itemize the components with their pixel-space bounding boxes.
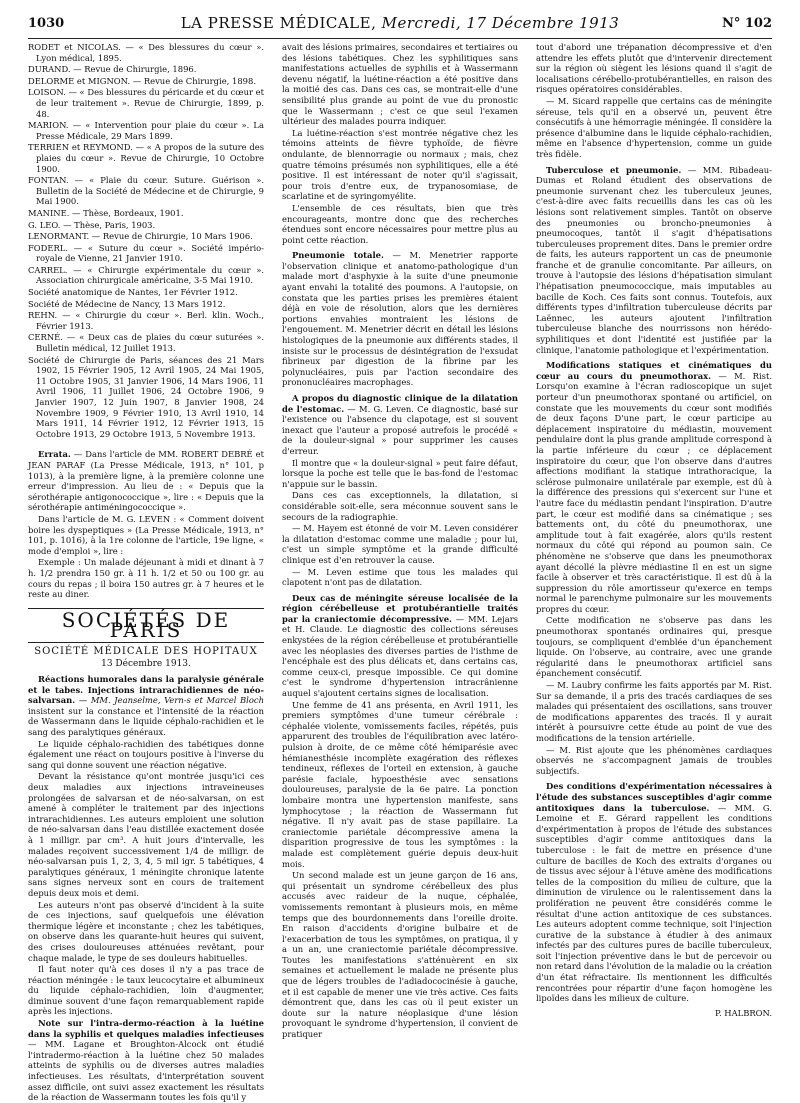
article-text: — M. G. Leven. Ce diagnostic, basé sur l'existence ou l'absence du clapotage, est si souvent inexact que l'auteur a proposé autrefois le procédé « de la douleur-signal » pour supprimer les causes d'erreur.	[282, 403, 518, 456]
article-title: Modifications statiques et cinématiques du cœur au cours du pneumothorax.	[536, 360, 772, 381]
article-paragraph	[536, 360, 772, 614]
article-paragraph: Le liquide céphalo-rachidien des tabétiques donne également une réact on toujours positive à l'inverse du sang qui donne souvent une réaction négative.	[28, 738, 264, 770]
article-paragraph: Devant la résistance qu'ont montrée jusqu'ici ces deux maladies aux injections intraveineuses prolongées de salvarsan et de néo-salvarsan, on est amené à compléter le traitement par des injections intrarachidiennes. Les auteurs emploient une solution de néo-salvarsan dans l'eau distillée exactement dosée à 1 milligr. par cm³. A huit jours d'intervalle, les malades reçoivent successivement 1/4 de milligr. de néo-salvarsan puis 1, 2, 3, 4, 5 mil igr. 5 tabétiques, 4 paralytiques généraux, 1 méningite chronique latente sans signes nerveux sont en cours de traitement depuis deux mois et demi.	[28, 771, 264, 898]
article-title: Tuberculose et pneumonie.	[546, 164, 682, 175]
article-text: — MM. G. Lemoine et E. Gérard rappellent les conditions d'expérimentation à propos de l'étude des substances susceptibles d'agir comme antitoxiques dans la tuberculose : le fait de mettre en présence d'une culture de bacilles de Koch des extraits d'organes ou de tissus avec séjour à l'étuve amène des modifications telles de la composition du milieu de culture, que la diminution de virulence ou le ralentissement dans la prolifération ne peuvent être considérés comme le résultat d'une action antitoxique de ces substances. Les auteurs adoptent comme technique, soit l'injection curative de la substance à étudier à des animaux infectés par des cultures pures de bacille tuberculeux, soit l'injection préventive dans le but de percevoir ou non retard dans l'évolution de la maladie ou la création d'un état réfractaire. Ils mentionnent les difficultés rencontrées pour répartir d'une façon homogène les lipoïdes dans les milieux de culture.	[536, 802, 772, 1004]
article-title: A propos du diagnostic clinique de la dilatation de l'estomac.	[282, 393, 518, 414]
article-paragraph	[282, 250, 518, 388]
errata-paragraph	[28, 449, 264, 513]
article-title: Réactions humorales dans la paralysie générale et le tabes. Injections intrarachidiennes de néo-salvarsan.	[28, 674, 264, 706]
article-text: — MM. Lagane et Broughton-Alcock ont étudié l'intradermo-réaction à la luétine chez 50 malades atteints de syphilis ou de diverses autres maladies infectieuses. Les résultats, d'interprétation souvent assez difficile, ont suivi assez exactement les résultats de la réaction de Wassermann toutes les fois qu'il y	[28, 1039, 264, 1103]
reference-item: FONTAN. — « Plaie du cœur. Suture. Guérison ». Bulletin de la Société de Médecine et de Chirurgie, 9 Mai 1900.	[28, 175, 264, 207]
reference-item: REHN. — « Chirurgie du cœur ». Berl. klin. Woch., Février 1913.	[28, 310, 264, 331]
issue-date: Mercredi, 17 Décembre 1913	[381, 14, 620, 32]
reference-item: RODET et NICOLAS. — « Des blessures du cœur ». Lyon médical, 1895.	[28, 42, 264, 63]
article-paragraph: tout d'abord une trépanation décompressive et d'en attendre les effets plutôt que d'intervenir directement sur la région où siègent les lésions quand il s'agit de localisations cérébello-protubérantielles, en raison des risques opératoires considérables.	[536, 42, 772, 95]
article-text: — MM. Lejars et H. Claude. Le diagnostic des collections séreuses enkystées de la région cérébelleuse et protubérantielle avec les néoplasies des diverses parties de l'isthme de l'encéphale est des plus délicats et, dans certains cas, comme ceux-ci, presque impossible. Ce qui domine c'est le syndrome d'hypertension intracrânienne auquel s'ajoutent certains signes de localisation.	[282, 613, 518, 699]
reference-item: CARREL. — « Chirurgie expérimentale du cœur ». Association chirurgicale américaine, 3-5 Mai 1910.	[28, 264, 264, 286]
reference-item: G. LEO. — Thèse, Paris, 1903.	[28, 219, 156, 230]
article-title: Deux cas de méningite séreuse localisée de la région cérébelleuse et protubérantielle traités par la craniectomie décompressive.	[282, 592, 518, 624]
article-paragraph	[536, 165, 772, 356]
column-1	[28, 42, 264, 1103]
column-2	[282, 42, 518, 1072]
article-text: — M. Menetrier rapporte l'observation clinique et anatomo-pathologique d'un malade mort d'asphyxie à la suite d'une pneumonie ayant envahi la totalité des poumons. A l'autopsie, on constata que les parties prises les premières étaient déjà en voie de résolution, alors que les dernières portions envahies montraient les lésions de l'engouement. M. Menetrier décrit en détail les lésions histologiques de la pneumonie aux différents stades, il insiste sur le processus de désintégration de l'exsudat fibrineux par digestion de la fibrine par les polynucléaires, puis par l'action secondaire des prononucléaires macrophages.	[282, 250, 518, 388]
errata-text: — Dans l'article de MM. ROBERT DEBRÉ et JEAN PARAF (La Presse Médicale, 1913, n° 101, p 1013), à la première ligne, à la première colonne une erreur d'impression. Au lieu de : « Depuis que la sérothérapie antigonococcique », lire : « Depuis que la sérothérapie antiméningococcique ».	[28, 449, 264, 513]
reference-item: LOISON. — « Des blessures du péricarde et du cœur et de leur traitement ». Revue de Chirurgie, 1899, p. 48.	[28, 87, 264, 119]
article-title: Note sur l'intra-dermo-réaction à la luétine dans la syphilis et quelques maladies infectieuses	[28, 1018, 264, 1039]
article-paragraph: Cette modification ne s'observe pas dans les pneumothorax spontanés ordinaires qui, presque toujours, se compliquent d'emblée d'un épanchement liquide. On l'observe, au contraire, avec une grande régularité dans le pneumothorax artificiel sans épanchement consécutif.	[536, 615, 772, 679]
reference-item: DURAND. — Revue de Chirurgie, 1896.	[28, 64, 197, 75]
article-paragraph: avait des lésions primaires, secondaires et tertiaires ou des lésions tabétiques. Chez les syphilitiques sans manifestations actuelles de syphilis et à Wassermann devenu négatif, la luétine-réaction a été positive dans la moitié des cas. Dans ces cas, se montrait-elle d'une sensibilité plus grande au point de vue du pronostic que le Wassermann ; c'est ce que seul l'examen ultérieur des malades pourra indiquer.	[282, 42, 518, 127]
article-paragraph: L'ensemble de ces résultats, bien que très encourageants, montre donc que des recherches étendues sont encore nécessaires pour mettre plus au point cette réaction.	[282, 202, 518, 245]
page-number: 1030	[28, 16, 65, 31]
reference-list	[28, 42, 264, 439]
article-paragraph: Il faut noter qu'à ces doses il n'y a pas trace de réaction méningée : le taux leucocytaire et albumineux du liquide céphalo-rachidien, loin d'augmenter, diminue souvent d'une façon remarquablement rapide après les injections.	[28, 964, 264, 1017]
session-date: 13 Décembre 1913.	[101, 659, 191, 670]
article-title: Des conditions d'expérimentation nécessaires à l'étude des substances susceptibles d'agir comme antitoxiques dans la tuberculose.	[536, 781, 772, 813]
errata-paragraph-3: Exemple : Un malade déjeunant à midi et dinant à 7 h. 1/2 prendra 150 gr. à 11 h. 1/2 et 50 ou 100 gr. au cours du repas ; il boira 150 autres gr. à 7 heures et le reste au diner.	[28, 557, 264, 600]
reference-item: MANINE. — Thèse, Bordeaux, 1901.	[28, 207, 184, 218]
page-header	[28, 14, 772, 39]
society-name: SOCIÉTÉ MÉDICALE DES HOPITAUX	[34, 645, 258, 657]
article-paragraph: Il montre que « la douleur-signal » peut faire défaut, lorsque la poche est telle que le bas-fond de l'estomac n'appuie sur le bassin.	[282, 457, 518, 489]
reference-item: Société de Chirurgie de Paris, séances des 21 Mars 1902, 15 Février 1905, 12 Avril 1905, 24 Mai 1905, 11 Octobre 1905, 31 Janvier 1906, 14 Mars 1906, 11 Avril 1906, 11 Juillet 1906, 24 Octobre 1906, 9 Janvier 1907, 12 Juin 1907, 8 Janvier 1908, 24 Novembre 1909, 9 Février 1910, 13 Avril 1910, 14 Mars 1911, 14 Février 1912, 12 Février 1913, 15 Octobre 1913, 29 Octobre 1913, 5 Novembre 1913.	[28, 354, 264, 439]
article-text: — MM. Ribadeau-Dumas et Roland étudient des observations de pneumonie survenant chez les tuberculeux jeunes, c'est-à-dire avec faits recueillis dans les cas où les lésions sont relativement simples. Tantôt on observe des pneumonies ou broncho-pneumonies à pneumocoques, tantôt il s'agit d'hépatisations tuberculeuses proprement dites. Dans le premier ordre de faits, les auteurs rapportent un cas de pneumonie franche et de granulie concomitante. Par ailleurs, on trouve à l'autopsie des lésions d'hépatisation simulant l'hépatisation pneumococcique, mais imputables au bacille de Koch. Ces faits sont connus. Toutefois, aux différents types d'infiltration tuberculeuse décrits par Laënnec, les auteurs ajoutent l'infiltration tuberculeuse blanche des nourrissons non hérédo-syphilitiques et dont l'identité est justifiée par la clinique, l'anatomie pathologique et l'expérimentation.	[536, 164, 772, 355]
reference-item: MARION. — « Intervention pour plaie du cœur ». La Presse Médicale, 29 Mars 1899.	[28, 120, 264, 141]
article-paragraph: Une femme de 41 ans présenta, en Avril 1911, les premiers symptômes d'une tumeur cérébrale : céphalée violente, vomissements faciles, répétés, puis apparurent des troubles de l'équilibration avec latéro-pulsion à droite, de ce même côté hémiparésie avec hémianesthésie incomplète exagération des réflexes tendineux, réflexes de l'orteil en extension, à gauche parésie faciale, hypoesthésie avec sensations douloureuses, paralysie de la 6e paire. La ponction lombaire montra une hypertension manifeste, sans lymphocytose ; la réaction de Wassermann fut négative. Il n'y avait pas de stase papillaire. La craniectomie pariétale décompressive amena la disparition progressive de tous les symptômes : la malade est complètement guérie depuis deux-huit mois.	[282, 699, 518, 869]
reference-item: TERRIEN et REYMOND. — « A propos de la suture des plaies du cœur ». Revue de Chirurgie, 10 Octobre 1900.	[28, 142, 264, 174]
article-paragraph	[28, 1018, 264, 1103]
article-text: — M. Rist. Lorsqu'on examine à l'écran radioscopique un sujet porteur d'un pneumothorax spontané ou artificiel, on constate que les mouvements du cœur sont modifiés de deux façons D'une part, le cœur participe au déplacement inspiratoire du médiastin, mouvement pendulaire dont la plus grande amplitude correspond à la partie inférieure du cœur ; ce déplacement inspiratoire du cœur, que l'on observe dans d'autres affections modifiant la statique intrathoracique, la sclérose pulmonaire unilatérale par exemple, est dû à la différence des pressions qui s'exercent sur l'une et l'autre face du médiastin pendant l'inspiration. D'autre part, le cœur est modifié dans sa cinématique ; ses battements ont, du côté du pneumothorax, une amplitude tout à fait exagérée, alors qu'ils restent normaux du côté qui répond au poumon sain. Ce phénomène ne s'observe que dans les pneumothorax ayant décollé la plèvre médiastine Il en est un signe facile à observer et très caractéristique. Il est dû à la suppression du rôle amortisseur qu'exerce en temps normal le parenchyme pulmonaire sur les mouvements propres du cœur.	[536, 370, 772, 614]
journal-title: LA PRESSE MÉDICALE,	[180, 14, 377, 32]
reference-item: DELORME et MIGNON. — Revue de Chirurgie, 1898.	[28, 75, 256, 86]
errata-label: Errata.	[38, 449, 71, 460]
article-text: insistent sur la constance et l'intensité de la réaction de Wassermann dans le liquide céphalo-rachidien et le sang des paralytiques généraux.	[28, 705, 264, 738]
article-paragraph: — M. Hayem est étonné de voir M. Leven considérer la dilatation d'estomac comme une maladie ; pour lui, c'est un simple symptôme et la grande difficulté clinique est d'en retrouver la cause.	[282, 523, 518, 565]
article-paragraph: Dans ces cas exceptionnels, la dilatation, si considérable soit-elle, sera méconnue souvent sans le secours de la radiographie.	[282, 490, 518, 522]
article-paragraph	[282, 393, 518, 457]
article-paragraph: — M. Rist ajoute que les phénomènes cardiaques observés ne s'accompagnent jamais de troubles subjectifs.	[536, 744, 772, 776]
article-paragraph: La luétine-réaction s'est montrée négative chez les témoins atteints de fièvre typhoïde, de fièvre ondulante, de blennorragie ou normaux ; mais, chez quatre témoins présumés non syphilitiques, elle a été positive. Il est intéressant de noter qu'il s'agissait, pour trois d'entre eux, de trypanosomiase, de scarlatine et de syringomyélite.	[282, 127, 518, 202]
reference-item: LENORMANT. — Revue de Chirurgie, 10 Mars 1906.	[28, 231, 253, 242]
author-signature: P. HALBRON.	[715, 1007, 772, 1018]
article-paragraph: — M. Sicard rappelle que certains cas de méningite séreuse, tels qu'il en a observé un, peuvent être consécutifs à une hémorragie méningée. Il considère la présence d'albumine dans le liquide céphalo-rachidien, même en l'absence d'hypertension, comme un guide très fidèle.	[536, 95, 772, 159]
reference-item: CERNÉ. — « Deux cas de plaies du cœur suturées ». Bulletin médical, 12 Juillet 1913.	[28, 332, 264, 354]
article-paragraph	[28, 674, 264, 738]
reference-item: Société de Médecine de Nancy, 13 Mars 1912.	[28, 298, 226, 309]
article-paragraph: — M. Laubry confirme les faits apportés par M. Rist. Sur sa demande, il a pris des tracés cardiaques de ses malades qui présentaient des oscillations, sans trouver de modifications apparentes des tracés. Il y aurait intérêt à poursuivre cette étude au point de vue des modifications de la tension artérielle.	[536, 680, 772, 743]
journal-title-line	[28, 14, 772, 32]
section-title: SOCIÉTÉS DE PARIS	[28, 608, 264, 643]
article-authors: — MM. Jeanselme, Vern-s et Marcel Bloch	[78, 695, 264, 706]
article-paragraph: Un second malade est un jeune garçon de 16 ans, qui présentait un syndrome cérébelleux des plus accusés avec raideur de la nuque, céphalée, vomissements remontant à plusieurs mois, en même temps que des bourdonnements dans l'oreille droite. En raison d'accidents d'origine bulbaire et de l'exacerbation de tous les symptômes, on pratiqua, il y a un an, une craniectomie pariétale décompressive. Toutes les manifestations s'atténuèrent en six semaines et actuellement le malade ne présente plus que de légers troubles de l'adiadococinésie à gauche, et il est capable de mener une vie très active. Ces faits démontrent que, dans les cas où il peut exister un doute sur la nature néoplasique d'une lésion provoquant le syndrome d'hypertension, il convient de pratiquer	[282, 870, 518, 1040]
article-paragraph: Les auteurs n'ont pas observé d'incident à la suite de ces injections, sauf quelquefois une élévation thermique légère et inconstante ; chez les tabétiques, on observe dans les quarante-huit heures qui suivent, des crises douloureuses atténuées revêtant, pour chaque malade, le type de ses douleurs habituelles.	[28, 899, 264, 963]
reference-item: Société anatomique de Nantes, 1er Février 1912.	[28, 287, 238, 298]
column-3	[536, 42, 772, 1072]
article-title: Pneumonie totale.	[292, 250, 384, 261]
article-paragraph: — M. Leven estime que tous les malades qui clapotent n'ont pas de dilatation.	[282, 566, 518, 588]
article-paragraph	[536, 781, 772, 1003]
errata-paragraph-2: Dans l'article de M. G. LEVEN : « Comment doivent boire les dyspeptiques » (La Presse Médicale, 1913, n° 101, p. 1016), à la 1re colonne de l'article, 19e ligne, « mode d'emploi », lire :	[28, 513, 264, 556]
article-paragraph	[282, 593, 518, 699]
issue-number: N° 102	[721, 16, 772, 31]
reference-item: FODERL. — « Suture du cœur ». Société império-royale de Vienne, 21 Janvier 1910.	[28, 242, 264, 264]
